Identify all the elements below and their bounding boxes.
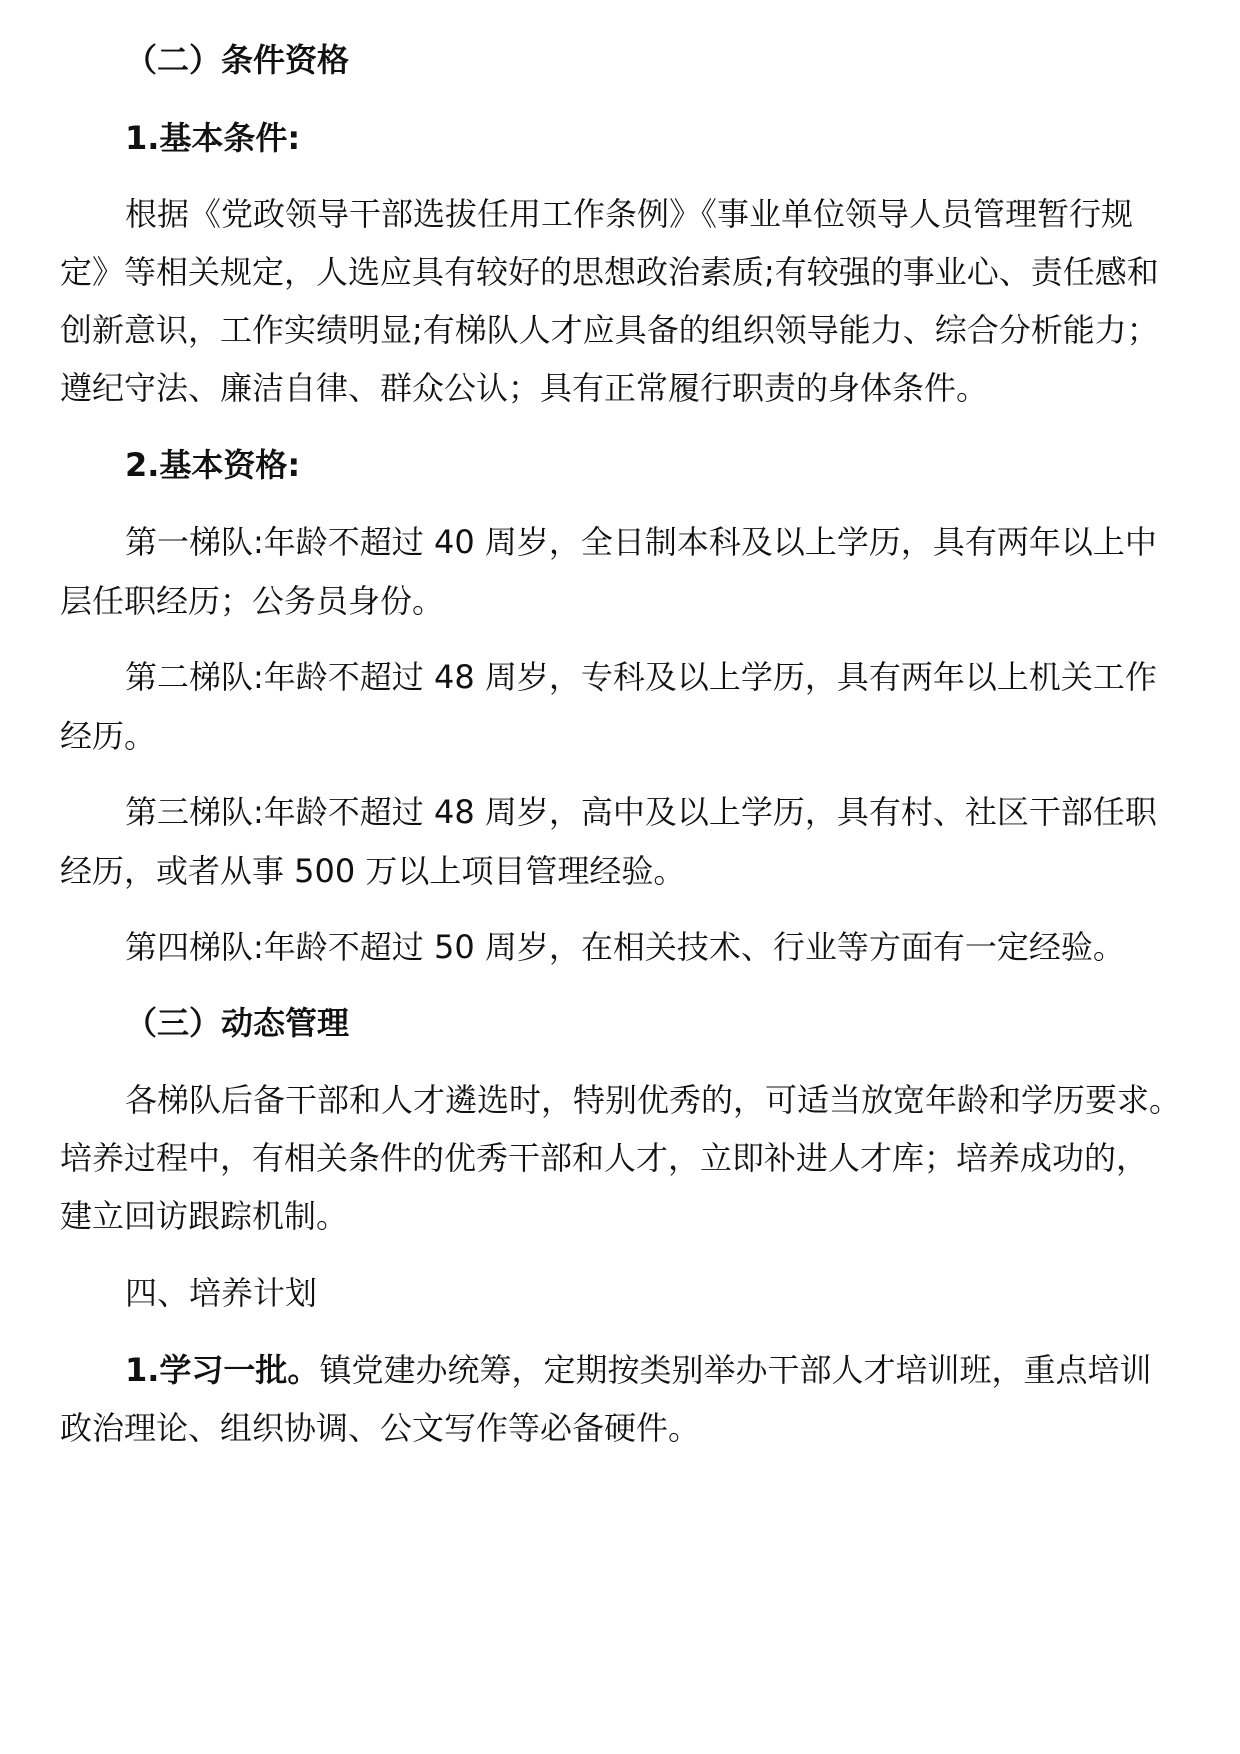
tier3-line: 第三梯队:年龄不超过 48 周岁，高中及以上学历，具有村、社区干部任职 — [125, 793, 1157, 831]
section-heading-dynamic-management: （三）动态管理 — [125, 1004, 350, 1042]
training-item-1-line2: 政治理论、组织协调、公文写作等必备硬件。 — [60, 1409, 701, 1447]
paragraph-line: 根据《党政领导干部选拔任用工作条例》《事业单位领导人员管理暂行规 — [125, 195, 1134, 233]
section-heading-training-plan: 四、培养计划 — [125, 1274, 318, 1312]
tier4-line: 第四梯队:年龄不超过 50 周岁，在相关技术、行业等方面有一定经验。 — [125, 928, 1125, 966]
tier2-line: 经历。 — [60, 717, 157, 755]
section-heading-conditions: （二）条件资格 — [125, 41, 350, 79]
paragraph-line: 培养过程中，有相关条件的优秀干部和人才，立即补进人才库；培养成功的， — [60, 1139, 1149, 1177]
subheading-basic-conditions: 1.基本条件: — [125, 119, 301, 157]
paragraph-line: 建立回访跟踪机制。 — [60, 1197, 349, 1235]
paragraph-line: 各梯队后备干部和人才遴选时，特别优秀的，可适当放宽年龄和学历要求。 — [125, 1081, 1182, 1119]
tier1-line: 层任职经历；公务员身份。 — [60, 582, 445, 620]
training-item-1-title: 1.学习一批。 — [125, 1351, 320, 1389]
paragraph-line: 定》等相关规定，人选应具有较好的思想政治素质;有较强的事业心、责任感和 — [60, 253, 1159, 291]
tier3-line: 经历，或者从事 500 万以上项目管理经验。 — [60, 852, 686, 890]
training-item-1-text: 镇党建办统筹，定期按类别举办干部人才培训班，重点培训 — [319, 1351, 1152, 1389]
training-item-1 — [125, 1351, 1152, 1389]
paragraph-line: 创新意识，工作实绩明显;有梯队人才应具备的组织领导能力、综合分析能力； — [60, 311, 1159, 349]
tier2-line: 第二梯队:年龄不超过 48 周岁，专科及以上学历，具有两年以上机关工作 — [125, 658, 1157, 696]
paragraph-line: 遵纪守法、廉洁自律、群众公认；具有正常履行职责的身体条件。 — [60, 369, 989, 407]
subheading-basic-qualifications: 2.基本资格: — [125, 446, 301, 484]
tier1-line: 第一梯队:年龄不超过 40 周岁，全日制本科及以上学历，具有两年以上中 — [125, 523, 1157, 561]
